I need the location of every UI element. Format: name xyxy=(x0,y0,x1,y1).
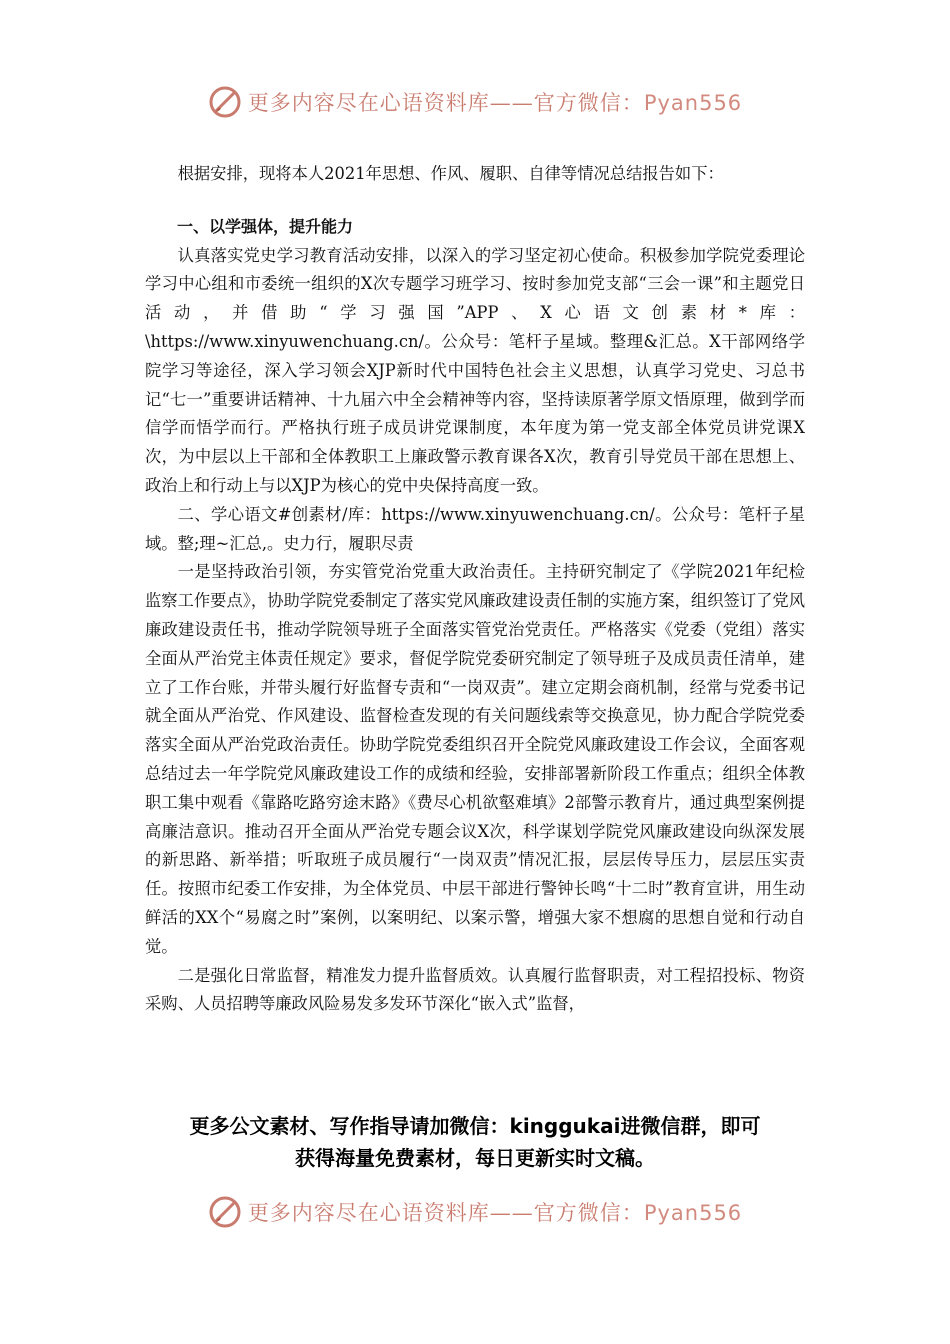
brush-logo-icon xyxy=(208,1195,242,1229)
section-1-paragraph: 认真落实党史学习教育活动安排，以深入的学习坚定初心使命。积极参加学院党委理论学习中心组和市委统一组织的X次专题学习班学习、按时参加党支部“三会一课”和主题党日活动，并借助“学习强国”APP、X心语文创素材*库：\https://www.xinyuwenchuang.cn/。公众号：笔杆子星域。整理&汇总。X干部网络学院学习等途径，深入学习领会XJP新时代中国特色社会主义思想，认真学习党史、习总书记“七一”重要讲话精神、十九届六中全会精神等内容，坚持读原著学原文悟原理，做到学而信学而悟学而行。严格执行班子成员讲党课制度，本年度为第一党支部全体党员讲党课X次，为中层以上干部和全体教职工上廉政警示教育课各X次，教育引导党员干部在思想上、政治上和行动上与以XJP为核心的党中央保持高度一致。 xyxy=(145,245,805,495)
watermark-text: 更多内容尽在心语资料库——官方微信：Pyan556 xyxy=(247,1201,743,1225)
header-watermark-banner xyxy=(0,82,950,122)
brush-logo-icon xyxy=(208,85,242,119)
footer-watermark-banner xyxy=(0,1192,950,1232)
document-body xyxy=(145,160,805,1019)
section-heading-2: 二、学心语文#创素材/库：https://www.xinyuwenchuang.cn/。公众号：笔杆子星域。整;理~汇总,。史力行，履职尽责 xyxy=(145,504,805,553)
point-1-paragraph: 一是坚持政治引领，夯实管党治党重大政治责任。主持研究制定了《学院2021年纪检监察工作要点》，协助学院党委制定了落实党风廉政建设责任制的实施方案，组织签订了党风廉政建设责任书，推动学院领导班子全面落实管党治党责任。严格落实《党委（党组）落实全面从严治党主体责任规定》要求，督促学院党委研究制定了领导班子及成员责任清单，建立了工作台账，并带头履行好监督专责和“一岗双责”。建立定期会商机制，经常与党委书记就全面从严治党、作风建设、监督检查发现的有关问题线索等交换意见，协力配合学院党委落实全面从严治党政治责任。协助学院党委组织召开全院党风廉政建设工作会议，全面客观总结过去一年学院党风廉政建设工作的成绩和经验，安排部署新阶段工作重点；组织全体教职工集中观看《靠路吃路穷途末路》《费尽心机欲壑难填》2部警示教育片，通过典型案例提高廉洁意识。推动召开全面从严治党专题会议X次，科学谋划学院党风廉政建设向纵深发展的新思路、新举措；听取班子成员履行“一岗双责”情况汇报，层层传导压力，层层压实责任。按照市纪委工作安排，为全体党员、中层干部进行警钟长鸣“十二时”教育宣讲，用生动鲜活的XX个“易腐之时”案例，以案明纪、以案示警，增强大家不想腐的思想自觉和行动自觉。 xyxy=(145,562,805,956)
promo-line-2: 获得海量免费素材，每日更新实时文稿。 xyxy=(295,1146,655,1170)
promo-notice xyxy=(0,1110,950,1174)
intro-paragraph: 根据安排，现将本人2021年思想、作风、履职、自律等情况总结报告如下： xyxy=(177,164,724,183)
section-heading-1: 一、以学强体，提升能力 xyxy=(177,216,354,236)
point-2-paragraph: 二是强化日常监督，精准发力提升监督质效。认真履行监督职责，对工程招投标、物资采购、人员招聘等廉政风险易发多发环节深化“嵌入式”监督， xyxy=(145,965,805,1014)
promo-line-1: 更多公文素材、写作指导请加微信：kinggukai进微信群，即可 xyxy=(189,1114,761,1138)
watermark-text: 更多内容尽在心语资料库——官方微信：Pyan556 xyxy=(247,91,743,115)
